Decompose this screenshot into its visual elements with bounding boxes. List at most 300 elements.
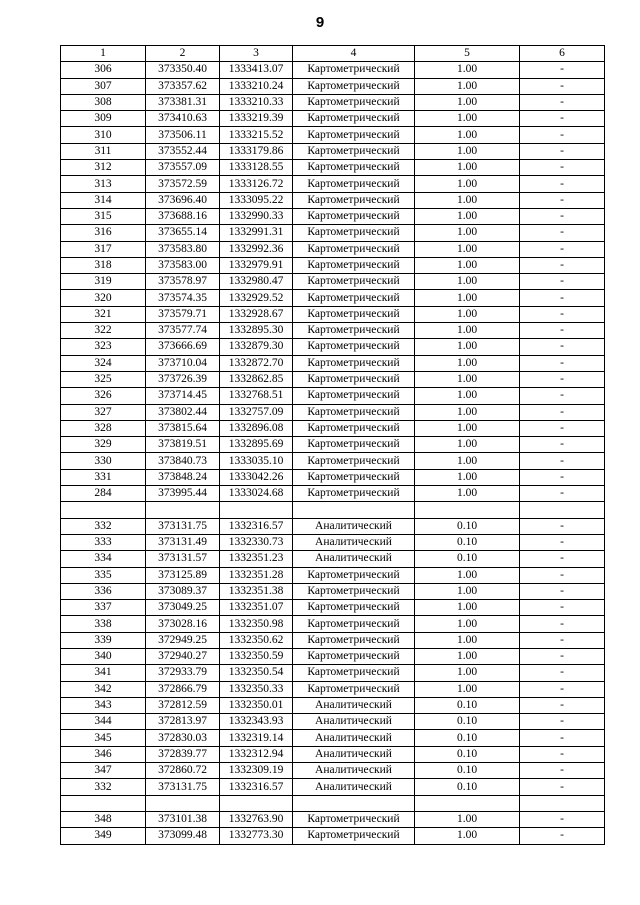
- table-cell: 1332896.08: [220, 420, 293, 436]
- table-cell: 1332991.31: [220, 225, 293, 241]
- table-cell: -: [520, 274, 605, 290]
- table-cell: 373131.75: [146, 779, 220, 795]
- table-row: [61, 437, 605, 453]
- table-cell: Картометрический: [293, 437, 415, 453]
- table-cell: -: [520, 486, 605, 502]
- table-cell: 341: [61, 665, 146, 681]
- table-cell: 373350.40: [146, 62, 220, 78]
- table-cell: 372830.03: [146, 730, 220, 746]
- table-cell: 1.00: [415, 648, 520, 664]
- table-cell: 336: [61, 583, 146, 599]
- table-cell: Картометрический: [293, 583, 415, 599]
- table-cell: 1.00: [415, 665, 520, 681]
- table-cell: 1332330.73: [220, 534, 293, 550]
- table-cell: -: [520, 437, 605, 453]
- table-cell: 348: [61, 811, 146, 827]
- table-cell: 327: [61, 404, 146, 420]
- column-header: 3: [220, 46, 293, 62]
- table-cell: Аналитический: [293, 551, 415, 567]
- table-cell: 1.00: [415, 355, 520, 371]
- table-cell: 314: [61, 192, 146, 208]
- table-row: [61, 404, 605, 420]
- table-cell: 1332351.38: [220, 583, 293, 599]
- table-cell: 1333215.52: [220, 127, 293, 143]
- table-row: [61, 730, 605, 746]
- table-cell: -: [520, 600, 605, 616]
- table-row: [61, 94, 605, 110]
- table-row: [61, 583, 605, 599]
- table-cell: [146, 795, 220, 811]
- table-cell: Аналитический: [293, 763, 415, 779]
- table-row: [61, 665, 605, 681]
- table-cell: 332: [61, 779, 146, 795]
- table-row: [61, 616, 605, 632]
- table-cell: Картометрический: [293, 632, 415, 648]
- table-cell: -: [520, 697, 605, 713]
- table-cell: 1332979.91: [220, 257, 293, 273]
- table-cell: Картометрический: [293, 127, 415, 143]
- table-cell: 373028.16: [146, 616, 220, 632]
- table-cell: Картометрический: [293, 665, 415, 681]
- table-cell: 307: [61, 78, 146, 94]
- table-cell: 373131.75: [146, 518, 220, 534]
- table-cell: Аналитический: [293, 534, 415, 550]
- table-row: [61, 388, 605, 404]
- table-cell: -: [520, 453, 605, 469]
- table-cell: 349: [61, 828, 146, 844]
- table-cell: 311: [61, 143, 146, 159]
- table-cell: 373579.71: [146, 306, 220, 322]
- table-cell: 345: [61, 730, 146, 746]
- table-cell: 1.00: [415, 453, 520, 469]
- table-cell: 308: [61, 94, 146, 110]
- table-row: [61, 534, 605, 550]
- table-cell: 1.00: [415, 160, 520, 176]
- table-cell: 1.00: [415, 176, 520, 192]
- table-cell: 313: [61, 176, 146, 192]
- table-row: [61, 697, 605, 713]
- coordinates-table: [60, 45, 605, 845]
- table-cell: Аналитический: [293, 746, 415, 762]
- table-cell: 1332316.57: [220, 518, 293, 534]
- table-cell: 373583.00: [146, 257, 220, 273]
- table-cell: -: [520, 371, 605, 387]
- table-cell: Картометрический: [293, 371, 415, 387]
- table-cell: 324: [61, 355, 146, 371]
- table-cell: 1332350.54: [220, 665, 293, 681]
- table-cell: 372839.77: [146, 746, 220, 762]
- table-cell: Картометрический: [293, 453, 415, 469]
- table-cell: 1.00: [415, 828, 520, 844]
- table-row: [61, 600, 605, 616]
- table-cell: Картометрический: [293, 388, 415, 404]
- table-cell: 1332350.62: [220, 632, 293, 648]
- table-cell: Картометрический: [293, 111, 415, 127]
- table-cell: 373089.37: [146, 583, 220, 599]
- table-cell: Картометрический: [293, 355, 415, 371]
- table-cell: 1333128.55: [220, 160, 293, 176]
- table-row: [61, 714, 605, 730]
- table-cell: -: [520, 583, 605, 599]
- table-cell: -: [520, 339, 605, 355]
- table-cell: 1.00: [415, 290, 520, 306]
- table-cell: [520, 502, 605, 518]
- table-cell: Картометрический: [293, 94, 415, 110]
- table-cell: 373578.97: [146, 274, 220, 290]
- table-cell: 306: [61, 62, 146, 78]
- table-cell: 0.10: [415, 697, 520, 713]
- table-cell: 334: [61, 551, 146, 567]
- table-cell: [520, 795, 605, 811]
- table-cell: 1.00: [415, 323, 520, 339]
- table-cell: 0.10: [415, 714, 520, 730]
- table-cell: Картометрический: [293, 828, 415, 844]
- table-cell: 1332351.28: [220, 567, 293, 583]
- table-cell: -: [520, 127, 605, 143]
- table-cell: 373655.14: [146, 225, 220, 241]
- table-cell: -: [520, 469, 605, 485]
- table-row: [61, 779, 605, 795]
- table-cell: [61, 502, 146, 518]
- table-cell: 0.10: [415, 518, 520, 534]
- table-row: [61, 420, 605, 436]
- table-cell: -: [520, 420, 605, 436]
- table-cell: 1332350.33: [220, 681, 293, 697]
- table-row: [61, 567, 605, 583]
- table-cell: Картометрический: [293, 143, 415, 159]
- table-cell: 323: [61, 339, 146, 355]
- table-cell: 1.00: [415, 486, 520, 502]
- table-cell: 1333042.26: [220, 469, 293, 485]
- table-row: [61, 257, 605, 273]
- table-cell: 373714.45: [146, 388, 220, 404]
- table-cell: -: [520, 518, 605, 534]
- table-row: [61, 811, 605, 827]
- table-cell: 1333413.07: [220, 62, 293, 78]
- table-cell: 284: [61, 486, 146, 502]
- table-row: [61, 486, 605, 502]
- table-cell: 1332879.30: [220, 339, 293, 355]
- table-cell: 1.00: [415, 404, 520, 420]
- table-cell: 373710.04: [146, 355, 220, 371]
- table-cell: -: [520, 746, 605, 762]
- table-row: [61, 274, 605, 290]
- table-cell: -: [520, 534, 605, 550]
- table-cell: 373557.09: [146, 160, 220, 176]
- table-cell: -: [520, 225, 605, 241]
- table-cell: 373099.48: [146, 828, 220, 844]
- table-cell: 1332895.69: [220, 437, 293, 453]
- table-cell: 373125.89: [146, 567, 220, 583]
- table-cell: 1332351.23: [220, 551, 293, 567]
- table-cell: Картометрический: [293, 176, 415, 192]
- table-cell: 373583.80: [146, 241, 220, 257]
- table-cell: 1333024.68: [220, 486, 293, 502]
- table-cell: 335: [61, 567, 146, 583]
- table-cell: 372949.25: [146, 632, 220, 648]
- table-cell: Картометрический: [293, 208, 415, 224]
- table-cell: [293, 795, 415, 811]
- table-cell: Картометрический: [293, 648, 415, 664]
- table-cell: Аналитический: [293, 518, 415, 534]
- table-cell: -: [520, 388, 605, 404]
- table-cell: 344: [61, 714, 146, 730]
- table-cell: 373574.35: [146, 290, 220, 306]
- table-cell: 1333126.72: [220, 176, 293, 192]
- table-cell: 1.00: [415, 127, 520, 143]
- table-cell: 373995.44: [146, 486, 220, 502]
- table-cell: Картометрический: [293, 404, 415, 420]
- table-cell: 332: [61, 518, 146, 534]
- table-row: [61, 160, 605, 176]
- table-cell: -: [520, 143, 605, 159]
- table-cell: 317: [61, 241, 146, 257]
- table-row: [61, 290, 605, 306]
- table-row: [61, 355, 605, 371]
- table-cell: 1.00: [415, 632, 520, 648]
- table-cell: 0.10: [415, 746, 520, 762]
- table-cell: 1.00: [415, 811, 520, 827]
- table-cell: [220, 795, 293, 811]
- table-row: [61, 143, 605, 159]
- table-cell: 1332343.93: [220, 714, 293, 730]
- table-row: [61, 62, 605, 78]
- table-row: [61, 208, 605, 224]
- table-cell: 373552.44: [146, 143, 220, 159]
- table-cell: 1332312.94: [220, 746, 293, 762]
- table-cell: 1.00: [415, 78, 520, 94]
- table-cell: 373726.39: [146, 371, 220, 387]
- table-cell: 1.00: [415, 225, 520, 241]
- table-cell: -: [520, 632, 605, 648]
- table-cell: 1333210.24: [220, 78, 293, 94]
- table-cell: -: [520, 828, 605, 844]
- table-row: [61, 225, 605, 241]
- table-cell: 340: [61, 648, 146, 664]
- table-cell: 343: [61, 697, 146, 713]
- table-row: [61, 192, 605, 208]
- table-cell: -: [520, 290, 605, 306]
- table-cell: 320: [61, 290, 146, 306]
- table-cell: 319: [61, 274, 146, 290]
- table-cell: 1.00: [415, 681, 520, 697]
- table-cell: -: [520, 763, 605, 779]
- column-header: 2: [146, 46, 220, 62]
- table-cell: Картометрический: [293, 225, 415, 241]
- table-cell: 1332773.30: [220, 828, 293, 844]
- table-cell: 1332862.85: [220, 371, 293, 387]
- table-cell: Аналитический: [293, 730, 415, 746]
- table-cell: 1332350.59: [220, 648, 293, 664]
- table-cell: -: [520, 160, 605, 176]
- table-cell: 372933.79: [146, 665, 220, 681]
- table-cell: 1.00: [415, 274, 520, 290]
- table-cell: Картометрический: [293, 567, 415, 583]
- table-cell: [220, 502, 293, 518]
- table-cell: 321: [61, 306, 146, 322]
- table-cell: -: [520, 111, 605, 127]
- column-header: 4: [293, 46, 415, 62]
- table-cell: 373357.62: [146, 78, 220, 94]
- table-cell: [293, 502, 415, 518]
- table-row: [61, 648, 605, 664]
- table-cell: 328: [61, 420, 146, 436]
- table-cell: 373802.44: [146, 404, 220, 420]
- table-row: [61, 632, 605, 648]
- table-cell: -: [520, 404, 605, 420]
- table-cell: 0.10: [415, 534, 520, 550]
- table-cell: 1332309.19: [220, 763, 293, 779]
- table-cell: 1332350.98: [220, 616, 293, 632]
- table-row: [61, 176, 605, 192]
- table-cell: 372940.27: [146, 648, 220, 664]
- table-cell: 1333210.33: [220, 94, 293, 110]
- table-cell: 373819.51: [146, 437, 220, 453]
- table-cell: 330: [61, 453, 146, 469]
- table-cell: 1332929.52: [220, 290, 293, 306]
- table-cell: 1332768.51: [220, 388, 293, 404]
- page-number: 9: [315, 14, 325, 31]
- table-cell: 1.00: [415, 371, 520, 387]
- table-cell: 373410.63: [146, 111, 220, 127]
- table-cell: [146, 502, 220, 518]
- table-row: [61, 551, 605, 567]
- table-row: [61, 746, 605, 762]
- table-cell: 1.00: [415, 437, 520, 453]
- table-cell: -: [520, 176, 605, 192]
- table-cell: 1.00: [415, 94, 520, 110]
- table-row: [61, 828, 605, 844]
- table-cell: Картометрический: [293, 290, 415, 306]
- table-cell: 1.00: [415, 339, 520, 355]
- table-cell: Картометрический: [293, 339, 415, 355]
- table-cell: 1.00: [415, 208, 520, 224]
- table-cell: Картометрический: [293, 274, 415, 290]
- table-cell: 1.00: [415, 388, 520, 404]
- table-cell: Картометрический: [293, 486, 415, 502]
- table-cell: Картометрический: [293, 160, 415, 176]
- table-separator-row: [61, 502, 605, 518]
- table-cell: 1.00: [415, 600, 520, 616]
- table-cell: 0.10: [415, 763, 520, 779]
- table-cell: 372866.79: [146, 681, 220, 697]
- table-cell: 372860.72: [146, 763, 220, 779]
- table-cell: Картометрический: [293, 616, 415, 632]
- table-cell: 1.00: [415, 62, 520, 78]
- table-cell: 372813.97: [146, 714, 220, 730]
- table-cell: 1332350.01: [220, 697, 293, 713]
- table-cell: 337: [61, 600, 146, 616]
- table-cell: 373577.74: [146, 323, 220, 339]
- table-cell: 329: [61, 437, 146, 453]
- table-row: [61, 339, 605, 355]
- table-cell: Картометрический: [293, 681, 415, 697]
- table-row: [61, 371, 605, 387]
- table-cell: -: [520, 730, 605, 746]
- table-cell: 0.10: [415, 730, 520, 746]
- table-cell: -: [520, 779, 605, 795]
- table-cell: Картометрический: [293, 62, 415, 78]
- table-cell: -: [520, 648, 605, 664]
- table-cell: 1.00: [415, 192, 520, 208]
- table-cell: -: [520, 208, 605, 224]
- table-cell: 373049.25: [146, 600, 220, 616]
- table-row: [61, 306, 605, 322]
- table-cell: -: [520, 62, 605, 78]
- table-cell: -: [520, 681, 605, 697]
- table-cell: Картометрический: [293, 78, 415, 94]
- table-cell: 1.00: [415, 111, 520, 127]
- table-row: [61, 241, 605, 257]
- table-row: [61, 453, 605, 469]
- table-cell: 316: [61, 225, 146, 241]
- table-cell: 338: [61, 616, 146, 632]
- table-cell: Аналитический: [293, 697, 415, 713]
- table-cell: [415, 795, 520, 811]
- table-cell: 373381.31: [146, 94, 220, 110]
- table-row: [61, 78, 605, 94]
- table-cell: 1332992.36: [220, 241, 293, 257]
- table-cell: Картометрический: [293, 241, 415, 257]
- table-cell: Картометрический: [293, 469, 415, 485]
- table-cell: 347: [61, 763, 146, 779]
- table-cell: [415, 502, 520, 518]
- table-cell: 309: [61, 111, 146, 127]
- table-cell: 373101.38: [146, 811, 220, 827]
- table-header-row: [61, 46, 605, 62]
- table-cell: 315: [61, 208, 146, 224]
- table-cell: 373666.69: [146, 339, 220, 355]
- table-cell: Картометрический: [293, 192, 415, 208]
- table-cell: 1.00: [415, 616, 520, 632]
- table-row: [61, 323, 605, 339]
- table-cell: 1332872.70: [220, 355, 293, 371]
- table-cell: 373506.11: [146, 127, 220, 143]
- table-cell: 1333035.10: [220, 453, 293, 469]
- table-cell: 326: [61, 388, 146, 404]
- table-cell: -: [520, 306, 605, 322]
- table-cell: 1332351.07: [220, 600, 293, 616]
- column-header: 6: [520, 46, 605, 62]
- table-row: [61, 518, 605, 534]
- table-row: [61, 469, 605, 485]
- table-cell: 310: [61, 127, 146, 143]
- table-cell: 1.00: [415, 469, 520, 485]
- table-cell: 342: [61, 681, 146, 697]
- table-cell: -: [520, 567, 605, 583]
- table-cell: 1332990.33: [220, 208, 293, 224]
- table-cell: 1.00: [415, 143, 520, 159]
- table-cell: 0.10: [415, 779, 520, 795]
- table-cell: -: [520, 811, 605, 827]
- table-cell: 373688.16: [146, 208, 220, 224]
- table-cell: Картометрический: [293, 420, 415, 436]
- table-cell: -: [520, 714, 605, 730]
- table-cell: [61, 795, 146, 811]
- table-cell: 1332319.14: [220, 730, 293, 746]
- table-cell: 373840.73: [146, 453, 220, 469]
- table-cell: 333: [61, 534, 146, 550]
- column-header: 5: [415, 46, 520, 62]
- table-cell: Картометрический: [293, 257, 415, 273]
- table-cell: -: [520, 94, 605, 110]
- table-cell: 339: [61, 632, 146, 648]
- table-row: [61, 763, 605, 779]
- table-cell: 373131.57: [146, 551, 220, 567]
- table-separator-row: [61, 795, 605, 811]
- table-cell: Картометрический: [293, 600, 415, 616]
- table-cell: 1.00: [415, 567, 520, 583]
